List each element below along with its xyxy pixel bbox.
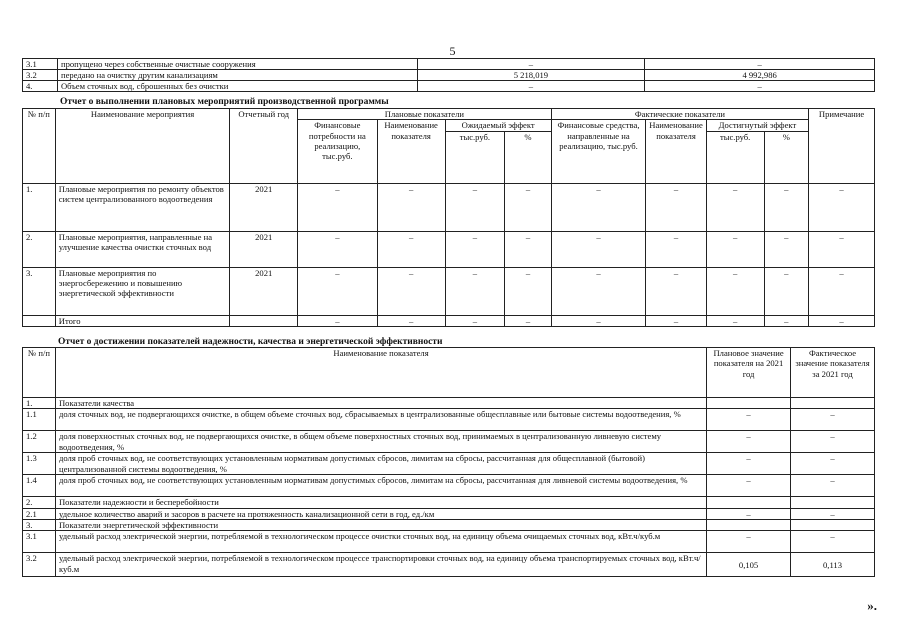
table-row-total <box>23 315 875 326</box>
reliability-report-title: Отчет о достижении показателей надежности, качества и энергетической эффективности <box>58 337 443 347</box>
row-name: Показатели энергетической эффективности <box>55 519 706 530</box>
row-name: доля проб сточных вод, не соответствующих установленным нормативам допустимых сбросов, лимитам на сбросы, рассчитанная для ливневой системы водоотведения, % <box>55 475 706 497</box>
header-num: № п/п <box>23 348 56 398</box>
cell-value: – <box>505 231 552 267</box>
cell-value: – <box>764 267 809 315</box>
row-fact: – <box>791 531 875 553</box>
cell-value: – <box>809 231 875 267</box>
row-number: 3.2 <box>23 70 58 81</box>
header-indicator-name: Наименование показателя <box>377 120 445 183</box>
header-name: Наименование показателя <box>55 348 706 398</box>
table-row <box>23 267 875 315</box>
row-number: 2. <box>23 231 56 267</box>
row-plan <box>707 398 791 409</box>
row-name: удельное количество аварий и засоров в расчете на протяженность канализационной сети в год, ед./км <box>55 508 706 519</box>
cell-value: – <box>377 315 445 326</box>
header-num: № п/п <box>23 109 56 184</box>
row-plan: – <box>707 431 791 453</box>
row-value-fact: – <box>645 81 875 92</box>
row-plan <box>707 519 791 530</box>
cell-value: – <box>377 183 445 231</box>
cell-value: – <box>646 315 707 326</box>
row-year: 2021 <box>230 267 298 315</box>
cell-value: – <box>809 267 875 315</box>
cell-value: – <box>445 183 505 231</box>
row-name: Показатели надежности и бесперебойности <box>55 497 706 508</box>
row-name: Плановые мероприятия по ремонту объектов систем централизованного водоотведения <box>55 183 230 231</box>
row-fact <box>791 497 875 508</box>
row-name: доля поверхностных сточных вод, не подвергающихся очистке, в общем объеме поверхностных сточных вод, принимаемых в централизованную ливневую систему водоотведения, % <box>55 431 706 453</box>
row-number: 2. <box>23 497 56 508</box>
row-name: удельный расход электрической энергии, потребляемой в технологическом процессе транспортировки сточных вод, на единицу объема транспортируемых сточных вод, кВт.ч/куб.м <box>55 553 706 577</box>
cell-value: – <box>298 231 378 267</box>
row-fact: 0,113 <box>791 553 875 577</box>
table-row <box>23 409 875 431</box>
row-name: пропущено через собственные очистные сооружения <box>57 59 417 70</box>
row-number: 1.1 <box>23 409 56 431</box>
header-expected-pct: % <box>505 131 552 183</box>
row-fact <box>791 398 875 409</box>
row-number: 1. <box>23 183 56 231</box>
header-expected-tr: тыс.руб. <box>445 131 505 183</box>
row-plan: – <box>707 409 791 431</box>
header-expected-effect: Ожидаемый эффект <box>445 120 551 131</box>
row-plan: – <box>707 475 791 497</box>
cell-value: – <box>551 231 645 267</box>
row-value-plan: 5 218,019 <box>417 70 645 81</box>
row-plan: – <box>707 531 791 553</box>
row-name: Плановые мероприятия, направленные на улучшение качества очистки сточных вод <box>55 231 230 267</box>
table-row <box>23 183 875 231</box>
cell-value: – <box>706 315 764 326</box>
table-row-section <box>23 519 875 530</box>
cell-value: – <box>551 267 645 315</box>
row-plan <box>707 497 791 508</box>
row-number: 1. <box>23 398 56 409</box>
row-value-plan: – <box>417 81 645 92</box>
cell-value: – <box>646 183 707 231</box>
cell-value: – <box>551 315 645 326</box>
program-report-title: Отчет о выполнении плановых мероприятий производственной программы <box>60 97 389 107</box>
header-fin-spent: Финансовые средства, направленные на реализацию, тыс.руб. <box>551 120 645 183</box>
row-number: 3.1 <box>23 531 56 553</box>
row-year: 2021 <box>230 183 298 231</box>
cell-value: – <box>764 315 809 326</box>
row-name: Показатели качества <box>55 398 706 409</box>
table-row <box>23 81 875 92</box>
header-note: Примечание <box>809 109 875 184</box>
table-row <box>23 531 875 553</box>
table-row <box>23 453 875 475</box>
cell-value: – <box>706 183 764 231</box>
row-value-fact: 4 992,986 <box>645 70 875 81</box>
header-fact: Фактическое значение показателя за 2021 год <box>791 348 875 398</box>
row-fact: – <box>791 508 875 519</box>
row-fact <box>791 519 875 530</box>
reliability-report-table <box>22 347 875 577</box>
header-name: Наименование мероприятия <box>55 109 230 184</box>
row-plan: – <box>707 508 791 519</box>
cell-value: – <box>298 267 378 315</box>
cell-value: – <box>445 315 505 326</box>
program-report-table <box>22 108 875 327</box>
cell-value: – <box>505 267 552 315</box>
row-value-fact: – <box>645 59 875 70</box>
row-number <box>23 315 56 326</box>
row-name: передано на очистку другим канализациям <box>57 70 417 81</box>
table-row <box>23 431 875 453</box>
cell-value: – <box>377 231 445 267</box>
header-fin-need: Финансовые потребности на реализацию, тыс.руб. <box>298 120 378 183</box>
table-row-section <box>23 497 875 508</box>
row-number: 1.4 <box>23 475 56 497</box>
cell-value: – <box>298 183 378 231</box>
row-name: доля проб сточных вод, не соответствующих установленным нормативам допустимых сбросов, лимитам на сбросы, рассчитанная для общесплавной (бытовой) централизованной системы водоотведения, % <box>55 453 706 475</box>
header-achieved-effect: Достигнутый эффект <box>706 120 808 131</box>
volume-table <box>22 58 875 92</box>
cell-value: – <box>706 267 764 315</box>
table-row <box>23 70 875 81</box>
page-number: 5 <box>449 44 456 58</box>
row-plan: – <box>707 453 791 475</box>
cell-value: – <box>505 183 552 231</box>
row-value-plan: – <box>417 59 645 70</box>
closing-mark: ». <box>867 598 877 613</box>
row-name: Плановые мероприятия по энергосбережению и повышению энергетической эффективности <box>55 267 230 315</box>
row-fact: – <box>791 475 875 497</box>
row-number: 3. <box>23 519 56 530</box>
table-row <box>23 231 875 267</box>
cell-value: – <box>764 231 809 267</box>
cell-value: – <box>445 267 505 315</box>
header-achieved-pct: % <box>764 131 809 183</box>
row-name: доля сточных вод, не подвергающихся очистке, в общем объеме сточных вод, сбрасываемых в централизованные общесплавные или бытовые системы водоотведения, % <box>55 409 706 431</box>
cell-value: – <box>551 183 645 231</box>
row-number: 1.3 <box>23 453 56 475</box>
row-number: 1.2 <box>23 431 56 453</box>
header-indicator-name-fact: Наименование показателя <box>646 120 707 183</box>
header-achieved-tr: тыс.руб. <box>706 131 764 183</box>
cell-value: – <box>298 315 378 326</box>
row-fact: – <box>791 431 875 453</box>
row-fact: – <box>791 409 875 431</box>
cell-value: – <box>646 231 707 267</box>
cell-value: – <box>377 267 445 315</box>
row-year: 2021 <box>230 231 298 267</box>
row-name: удельный расход электрической энергии, потребляемой в технологическом процессе очистки сточных вод, на единицу объема очищаемых сточных вод, кВт.ч/куб.м <box>55 531 706 553</box>
table-row <box>23 508 875 519</box>
header-plan: Плановое значение показателя на 2021 год <box>707 348 791 398</box>
cell-value: – <box>764 183 809 231</box>
row-plan: 0,105 <box>707 553 791 577</box>
cell-value: – <box>646 267 707 315</box>
header-fact-group: Фактические показатели <box>551 109 808 120</box>
row-number: 4. <box>23 81 58 92</box>
cell-value: – <box>809 183 875 231</box>
row-number: 3. <box>23 267 56 315</box>
row-name: Итого <box>55 315 230 326</box>
table-row <box>23 59 875 70</box>
row-fact: – <box>791 453 875 475</box>
row-year <box>230 315 298 326</box>
header-plan-group: Плановые показатели <box>298 109 552 120</box>
cell-value: – <box>445 231 505 267</box>
table-row-section <box>23 398 875 409</box>
cell-value: – <box>809 315 875 326</box>
header-year: Отчетный год <box>230 109 298 184</box>
row-number: 2.1 <box>23 508 56 519</box>
cell-value: – <box>505 315 552 326</box>
table-row <box>23 553 875 577</box>
table-row <box>23 475 875 497</box>
row-name: Объем сточных вод, сброшенных без очистки <box>57 81 417 92</box>
cell-value: – <box>706 231 764 267</box>
row-number: 3.2 <box>23 553 56 577</box>
row-number: 3.1 <box>23 59 58 70</box>
